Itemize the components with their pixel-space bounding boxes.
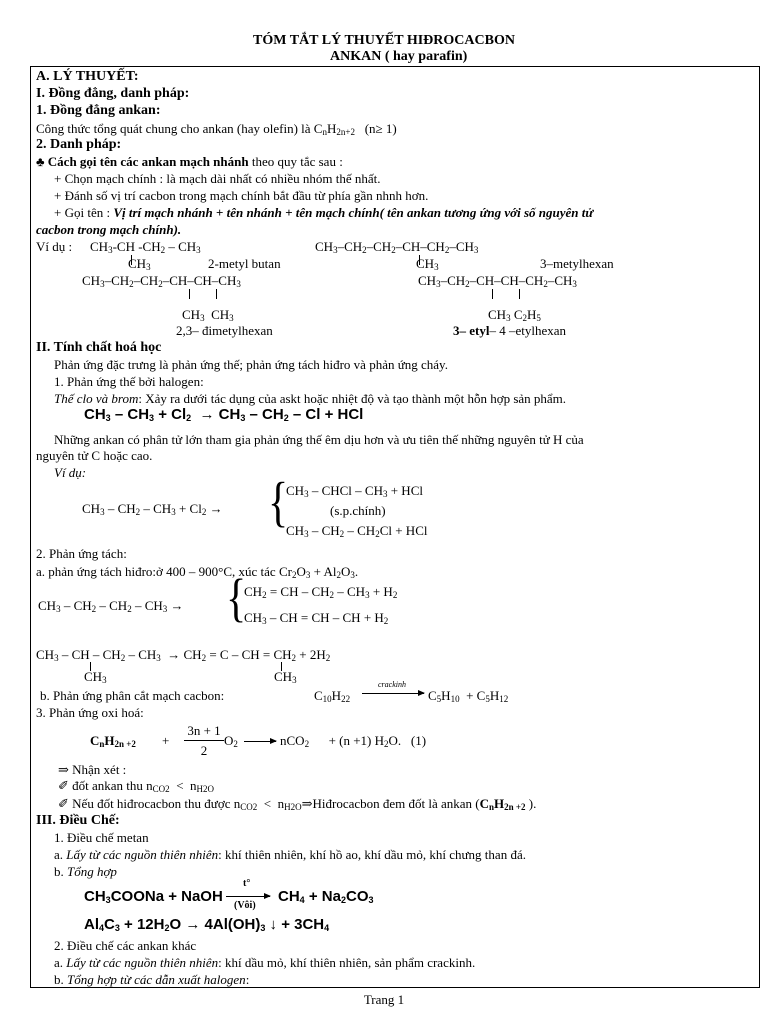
- cracking-products: $C_5H_{10} + C_5H_{12}$: [428, 688, 509, 704]
- example-4-formula: $CH_3-CH_2-CH-CH-CH_2-CH_3$: [418, 273, 577, 289]
- chem-properties-intro: Phản ứng đặc trưng là phản ứng thế; phản ứng tách hiđro và phản ứng cháy.: [54, 357, 448, 372]
- methane-prep-heading: 1. Điều chế metan: [54, 830, 149, 845]
- naming-rule-3-cont: cacbon trong mạch chính).: [36, 222, 182, 237]
- fraction-line: [184, 740, 224, 741]
- butane-dehydro-lhs: $CH_3 - CH_2 - CH_2 - CH_3$ →: [38, 598, 184, 614]
- brace: {: [268, 473, 289, 533]
- remark-heading: ⇒ Nhận xét :: [58, 762, 127, 777]
- methane-synthesis: b. Tổng hợp: [54, 864, 117, 879]
- example-1-branch: $CH_3$: [128, 256, 151, 272]
- isoprene-branch: $CH_3$: [274, 669, 297, 685]
- brace: {: [226, 570, 247, 628]
- butene-product-1: $CH_2$ = CH – $CH_2 - CH_3 + H_2$: [244, 584, 398, 600]
- section-1-heading: I. Đồng đẳng, danh pháp:: [36, 86, 190, 101]
- cracking-reactant: $C_{10}H_{22}$: [314, 688, 351, 704]
- subsection-naming: 2. Danh pháp:: [36, 137, 122, 152]
- reaction-arrow: [362, 693, 424, 694]
- example-label-2: Ví dụ:: [54, 465, 87, 480]
- bond-line: [216, 289, 217, 299]
- page-subtitle: ANKAN ( hay parafin): [330, 49, 468, 64]
- example-2-name: 3–metylhexan: [540, 256, 614, 271]
- main-product-label: (s.p.chính): [330, 503, 386, 518]
- bond-line: [519, 289, 520, 299]
- example-4-branches: $CH_3$ $C_2H_5$: [488, 307, 541, 323]
- substitution-desc: Thế clo và brom: Xảy ra dưới tác dụng của askt hoặc nhiệt độ và tạo thành một hỗn hợp sản phẩm.: [54, 391, 567, 406]
- example-3-formula: $CH_3-CH_2-CH_2-CH-CH-CH_3$: [82, 273, 241, 289]
- oxidation-heading: 3. Phản ứng oxi hoá:: [36, 705, 144, 720]
- aluminium-carbide-equation: $Al_4C_3 + 12H_2O \to 4Al(OH)_3$ ↓ + $3CH_4$: [84, 916, 330, 933]
- bond-line: [492, 289, 493, 299]
- cracking-condition: crackinh: [378, 680, 406, 689]
- bond-line: [189, 289, 190, 299]
- pencil-icon: ✐: [58, 778, 69, 793]
- page-title: TÓM TẮT LÝ THUYẾT HIĐROCACBON: [253, 33, 515, 48]
- naming-rule-3: + Gọi tên : Vị trí mạch nhánh + tên nhánh + tên mạch chính( tên ankan tương ứng với số nguyên tử: [54, 205, 594, 220]
- propane-chlorination-lhs: $CH_3 - CH_2 - CH_3 + Cl_2$ →: [82, 501, 223, 517]
- other-alkanes-heading: 2. Điều chế các ankan khác: [54, 938, 197, 953]
- substitution-heading: 1. Phản ứng thế bởi halogen:: [54, 374, 204, 389]
- section-2-heading: II. Tính chất hoá học: [36, 340, 162, 355]
- example-2-branch: $CH_3$: [416, 256, 439, 272]
- temperature-condition: t°: [243, 878, 251, 889]
- isopentane-branch: $CH_3$: [84, 669, 107, 685]
- example-1-name: 2-metyl butan: [208, 256, 281, 271]
- other-alkanes-natural: a. Lấy từ các nguồn thiên nhiên: khí dầu mỏ, khí thiên nhiên, sản phẩm crackinh.: [54, 955, 476, 970]
- section-a-heading: A. LÝ THUYẾT:: [36, 69, 139, 84]
- substitution-para-1: Những ankan có phân tử lớn tham gia phản ứng thế êm dịu hơn và ưu tiên thế những nguyên tử H của: [54, 432, 584, 447]
- other-alkanes-halogen: b. Tổng hợp từ các dẫn xuất halogen:: [54, 972, 250, 987]
- naming-rule-1: + Chọn mạch chính : là mạch dài nhất có nhiều nhóm thế nhất.: [54, 171, 381, 186]
- remark-1: ✐ đốt ankan thu $n_{CO2} < n_{H2O}$: [58, 778, 215, 794]
- fraction-numerator: 3n + 1: [187, 723, 221, 738]
- sodium-acetate-equation-lhs: $CH_3COONa$ + NaOH: [84, 888, 223, 905]
- example-1-formula: $CH_3-CH$ $-CH_2 - CH_3$: [90, 239, 201, 255]
- subsection-homolog: 1. Đồng đẳng ankan:: [36, 103, 161, 118]
- cracking-desc: b. Phản ứng phân cắt mạch cacbon:: [40, 688, 225, 703]
- dehydrogenation-desc: a. phản ứng tách hiđro:ở 400 – 900°C, xúc tác $Cr_2O_3 + Al_2O_3$.: [36, 564, 359, 580]
- club-icon: ♣: [36, 154, 45, 169]
- section-3-heading: III. Điều Chế:: [36, 813, 120, 828]
- product-2: $CH_3 - CH_2 - CH_2Cl$ + HCl: [286, 523, 428, 539]
- fraction-denominator: 2: [200, 743, 208, 758]
- butene-product-2: $CH_3$ – CH = CH – CH + $H_2$: [244, 610, 389, 626]
- naming-rule-2: + Đánh số vị trí cacbon trong mạch chính bắt đầu từ phía gần nhnh hơn.: [54, 188, 429, 203]
- example-2-formula: $CH_3-CH_2-CH_2-CH-CH_2-CH_3$: [315, 239, 479, 255]
- combustion-products: nCO$_2$ + (n +1) $H_2O$. (1): [280, 733, 427, 749]
- isopentane-dehydro: $CH_3$ – CH – $CH_2 - CH_3 \to CH_2 = C$ – CH = $CH_2 + 2H_2$: [36, 647, 331, 663]
- reaction-arrow: [226, 896, 270, 897]
- plus-sign: +: [162, 733, 170, 748]
- oxygen: $O_2$: [224, 733, 238, 749]
- chlorination-equation: $CH_3 - CH_3 + Cl_2 \to CH_3 - CH_2 - Cl$ + HCl: [84, 406, 364, 423]
- lime-condition: (Vôi): [234, 900, 256, 911]
- combustion-reactant: $C_nH_{2n +2}$: [90, 733, 136, 749]
- example-4-name: 3– etyl– 4 –etylhexan: [453, 323, 567, 338]
- reaction-arrow: [244, 741, 276, 742]
- example-label-1: Ví dụ :: [36, 239, 73, 254]
- general-formula-text: Công thức tổng quát chung cho ankan (hay olefin) là $C_nH_{2n+2}$ (n≥ 1): [36, 121, 397, 137]
- page-footer: Trang 1: [363, 992, 405, 1007]
- example-3-name: 2,3– đimetylhexan: [176, 323, 273, 338]
- remark-2: ✐ Nếu đốt hiđrocacbon thu được $n_{CO2}$ < $n_{H2O}\Rightarrow Hiđrocacbon$ đem đốt là ankan ($C_nH_{2n +2}$ ).: [58, 796, 537, 812]
- pencil-icon: ✐: [58, 796, 69, 811]
- sodium-acetate-equation-rhs: $CH_4 + Na_2CO_3$: [278, 888, 374, 905]
- methane-natural-sources: a. Lấy từ các nguồn thiên nhiên: khí thiên nhiên, khí hồ ao, khí dầu mỏ, khí chưng than đá.: [54, 847, 526, 862]
- substitution-para-2: nguyên tử C hoặc cao.: [36, 448, 153, 463]
- naming-rule-intro: ♣ Cách gọi tên các ankan mạch nhánh theo quy tắc sau :: [36, 154, 343, 169]
- example-3-branches: $CH_3$ $CH_3$: [182, 307, 234, 323]
- elimination-heading: 2. Phản ứng tách:: [36, 546, 127, 561]
- product-1: $CH_3$ – CHCl – $CH_3$ + HCl: [286, 483, 423, 499]
